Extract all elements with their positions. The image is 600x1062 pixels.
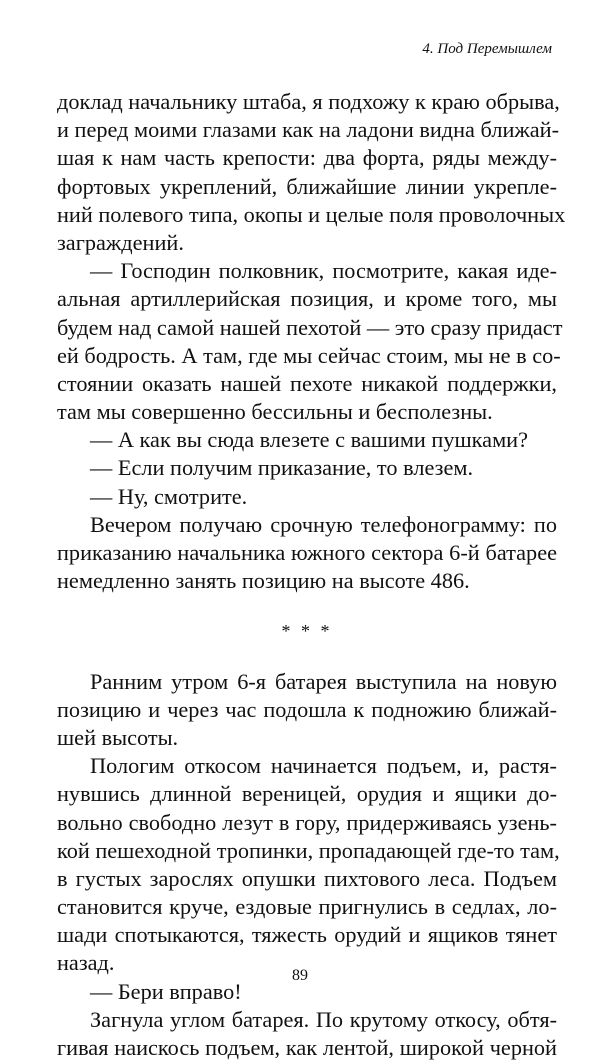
text-line: альная артиллерийская позиция, и кроме того, мы	[57, 286, 557, 312]
text-line: — Если получим приказание, то влезем.	[90, 455, 474, 481]
text-line: гивая наискось подъем, как лентой, широкой черной	[57, 1035, 557, 1060]
text-line: Пологим откосом начинается подъем, и, растя-	[90, 753, 557, 779]
text-line: — А как вы сюда влезете с вашими пушками?	[90, 427, 529, 453]
text-line: Вечером получаю срочную телефонограмму: по	[90, 511, 557, 537]
text-line: будем над самой нашей пехотой — это сразу придаст	[57, 314, 563, 340]
text-line: — Ну, смотрите.	[90, 483, 248, 509]
text-line: нувшись длинной вереницей, орудия и ящики до-	[57, 781, 557, 807]
text-line: шей высоты.	[57, 724, 179, 750]
paragraph	[57, 257, 563, 426]
paragraph	[57, 1006, 557, 1062]
text-line: шая к нам часть крепости: два форта, ряды между-	[57, 145, 557, 171]
paragraph	[57, 511, 557, 596]
text-line: доклад начальнику штаба, я подхожу к краю обрыва,	[57, 89, 560, 114]
section-separator: * * *	[281, 621, 333, 642]
text-line: назад.	[57, 950, 115, 976]
text-line: немедленно занять позицию на высоте 486.	[57, 568, 470, 594]
text-line: заграждений.	[57, 229, 184, 255]
text-line: — Бери вправо!	[90, 978, 242, 1004]
running-header: 4. Под Перемышлем	[422, 41, 552, 57]
text-line: кой пешеходной тропинки, пропадающей где-то там,	[57, 837, 560, 863]
body-text	[57, 88, 566, 1062]
page-number: 89	[292, 967, 308, 984]
text-line: стоянии оказать нашей пехоте никакой поддержки,	[57, 370, 557, 396]
text-line: в густых зарослях опушки пихтового леса. Подъем	[57, 865, 557, 891]
text-line: шади спотыкаются, тяжесть орудий и ящиков тянет	[57, 922, 557, 948]
text-line: приказанию начальника южного сектора 6-й батарее	[57, 540, 557, 565]
text-line: фортовых укреплений, ближайшие линии укрепле-	[57, 173, 557, 199]
paragraph	[57, 426, 557, 454]
paragraph	[57, 668, 557, 753]
paragraph	[57, 454, 557, 482]
text-line: вольно свободно лезут в гору, придерживаясь узень-	[57, 809, 557, 835]
text-line: там мы совершенно бессильны и бесполезны.	[57, 399, 493, 425]
text-line: Ранним утром 6-я батарея выступила на новую	[90, 668, 557, 694]
paragraph	[57, 752, 560, 978]
paragraph	[57, 483, 557, 511]
text-line: ей бодрость. А там, где мы сейчас стоим, мы не в со-	[57, 342, 561, 368]
text-line: Загнула углом батарея. По крутому откосу, обтя-	[90, 1006, 557, 1032]
text-line: — Господин полковник, посмотрите, какая иде-	[90, 258, 557, 284]
paragraph	[57, 88, 566, 257]
text-line: ний полевого типа, окопы и целые поля проволочных	[57, 201, 566, 227]
text-line: становится круче, ездовые пригнулись в седлах, ло-	[57, 894, 557, 920]
text-line: и перед моими глазами как на ладони видна ближай-	[57, 117, 560, 143]
text-line: позицию и через час подошла к подножию ближай-	[57, 696, 557, 722]
